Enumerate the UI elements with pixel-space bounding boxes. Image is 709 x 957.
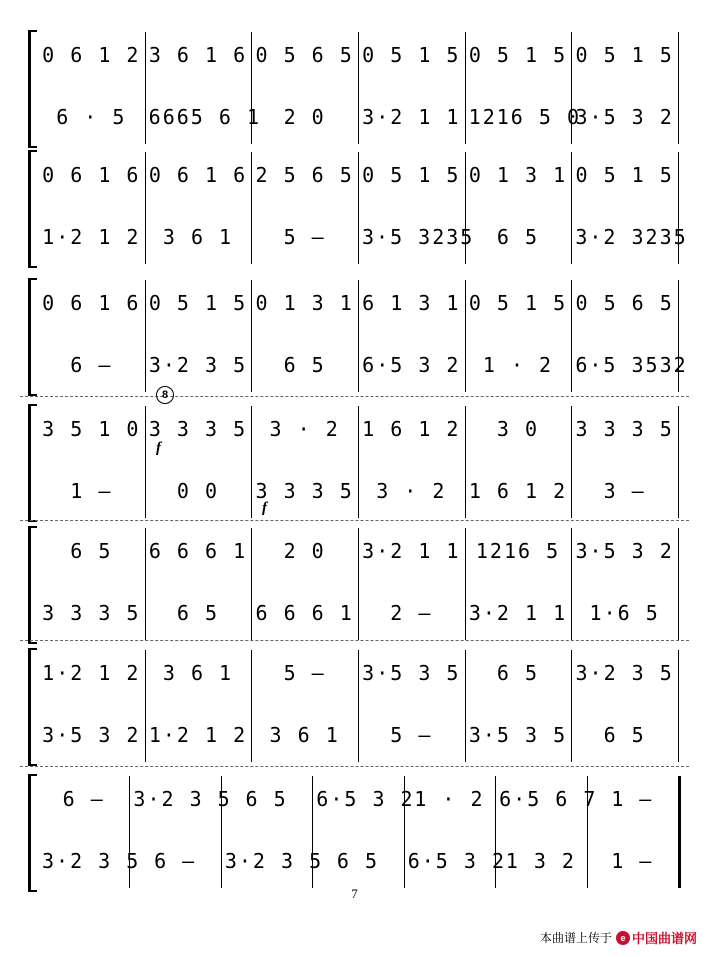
barline xyxy=(571,280,572,392)
measure xyxy=(42,404,141,454)
note-group: 0 5 6 5 xyxy=(575,291,674,315)
measure xyxy=(362,710,461,760)
barline xyxy=(358,650,359,762)
note-group: 0 5 1 5 xyxy=(575,43,674,67)
barline xyxy=(495,776,496,888)
note-group: 6 5 xyxy=(176,601,220,625)
barline xyxy=(465,406,466,518)
note-group: 3 · 2 xyxy=(376,479,447,503)
note-group: 6665 6 1 xyxy=(148,105,261,129)
upper-part xyxy=(38,774,678,824)
measure xyxy=(133,836,216,886)
barline xyxy=(145,528,146,640)
measure xyxy=(591,836,674,886)
measure xyxy=(469,710,568,760)
measure xyxy=(42,836,141,886)
score-system xyxy=(28,30,678,148)
measure xyxy=(255,526,354,576)
note-group: 1 6 1 2 xyxy=(362,417,461,441)
measure xyxy=(255,404,354,454)
score-system xyxy=(28,404,678,522)
measure xyxy=(362,212,475,262)
note-group: 1 · 2 xyxy=(482,353,554,377)
note-group: 3·2 3235 xyxy=(575,225,688,249)
note-group: 0 6 1 6 xyxy=(42,291,141,315)
barline xyxy=(678,406,679,518)
dynamic-forte: f xyxy=(156,440,161,456)
measure xyxy=(362,466,461,516)
barline xyxy=(678,280,679,392)
measure xyxy=(255,710,354,760)
measure xyxy=(362,648,461,698)
system-brace xyxy=(28,150,37,268)
measure xyxy=(255,212,354,262)
barline xyxy=(571,650,572,762)
note-group: 0 1 3 1 xyxy=(255,291,354,315)
measure xyxy=(575,150,674,200)
note-group: 0 0 xyxy=(176,479,220,503)
measure xyxy=(149,466,248,516)
note-group: 1 · 2 xyxy=(414,787,485,811)
dynamic-forte: f xyxy=(262,500,267,516)
measure xyxy=(469,212,568,262)
note-group: 3·5 3 5 xyxy=(362,661,461,685)
barline xyxy=(465,280,466,392)
measure xyxy=(575,588,674,638)
measure xyxy=(469,648,568,698)
barline xyxy=(465,528,466,640)
measure xyxy=(362,278,461,328)
barline xyxy=(129,776,130,888)
barline xyxy=(571,152,572,264)
note-group: 3·2 1 1 xyxy=(362,105,461,129)
score-system xyxy=(28,648,678,766)
measure xyxy=(407,836,506,886)
measure xyxy=(575,212,688,262)
measure xyxy=(149,648,248,698)
measure xyxy=(149,278,248,328)
divider-line xyxy=(20,396,689,397)
barline xyxy=(145,152,146,264)
note-group: 3·2 3 5 xyxy=(133,787,232,811)
barline xyxy=(571,32,572,144)
measure xyxy=(149,150,248,200)
system-brace xyxy=(28,648,37,766)
measure xyxy=(575,278,674,328)
measure xyxy=(469,588,568,638)
note-group: 3·5 3 2 xyxy=(42,723,141,747)
note-group: 1 – xyxy=(611,849,654,873)
note-group: 2 0 xyxy=(283,539,326,563)
note-group: 0 5 1 5 xyxy=(362,163,461,187)
measure xyxy=(42,466,141,516)
barline xyxy=(145,32,146,144)
note-group: 6·5 3 2 xyxy=(407,849,506,873)
barline xyxy=(251,650,252,762)
note-group: 6 5 xyxy=(603,723,646,747)
note-group: 3 0 xyxy=(496,417,540,441)
barline xyxy=(358,152,359,264)
lower-part xyxy=(38,836,678,886)
note-group: 1 3 2 xyxy=(505,849,576,873)
note-group: 3·2 1 1 xyxy=(468,601,568,625)
divider-line xyxy=(20,520,689,521)
measure xyxy=(362,404,461,454)
measure xyxy=(362,92,461,142)
measure xyxy=(362,588,461,638)
note-group: 6 6 6 1 xyxy=(255,601,354,625)
score-system xyxy=(28,774,678,892)
note-group: 1 6 1 2 xyxy=(468,479,568,503)
measure xyxy=(255,588,354,638)
measure xyxy=(42,340,141,390)
note-group: 0 1 3 1 xyxy=(468,163,568,187)
measure xyxy=(42,648,141,698)
score-system xyxy=(28,278,688,396)
note-group: 3 3 3 5 xyxy=(148,417,248,441)
logo-mark-icon: e xyxy=(616,931,630,945)
measure xyxy=(469,526,568,576)
measure xyxy=(133,774,232,824)
site-logo xyxy=(616,928,697,947)
note-group: 3·5 3235 xyxy=(362,225,475,249)
note-group: 0 5 1 5 xyxy=(575,163,674,187)
note-group: 1·2 1 2 xyxy=(42,661,141,685)
measure xyxy=(42,150,141,200)
note-group: 3·2 3 5 xyxy=(575,661,674,685)
score-system xyxy=(28,150,688,268)
measure xyxy=(499,836,582,886)
measure xyxy=(148,92,261,142)
note-group: 6 5 xyxy=(283,353,326,377)
note-group: 3·5 3 2 xyxy=(575,105,674,129)
barline xyxy=(465,32,466,144)
note-group: 0 5 1 5 xyxy=(362,43,461,67)
measure xyxy=(255,92,354,142)
measure xyxy=(149,526,248,576)
barline xyxy=(251,280,252,392)
note-group: 6 · 5 xyxy=(56,105,127,129)
barline xyxy=(678,650,679,762)
measure xyxy=(255,648,354,698)
note-group: 6 5 xyxy=(70,539,113,563)
divider-line xyxy=(20,766,689,767)
barline xyxy=(465,152,466,264)
measure xyxy=(255,30,354,80)
measure xyxy=(42,30,141,80)
measure xyxy=(149,588,248,638)
barline xyxy=(465,650,466,762)
note-group: 3 · 2 xyxy=(269,417,340,441)
measure xyxy=(316,836,399,886)
note-group: 5 – xyxy=(283,661,326,685)
measure xyxy=(468,92,581,142)
measure xyxy=(149,30,248,80)
measure xyxy=(316,774,415,824)
note-group: 1 – xyxy=(611,787,654,811)
logo-text: 中国曲谱网 xyxy=(631,931,697,946)
measure xyxy=(42,278,141,328)
note-group: 3 5 1 0 xyxy=(42,417,141,441)
barline xyxy=(404,776,405,888)
note-group: 3 6 1 6 xyxy=(148,43,248,67)
measure xyxy=(575,466,674,516)
barline xyxy=(145,280,146,392)
barline xyxy=(358,280,359,392)
measure xyxy=(362,340,461,390)
barline xyxy=(221,776,222,888)
barline xyxy=(251,406,252,518)
measure xyxy=(469,340,568,390)
system-brace xyxy=(28,404,37,522)
barline xyxy=(312,776,313,888)
note-group: 1216 5 0 xyxy=(468,105,581,129)
measure xyxy=(149,212,248,262)
note-group: 2 – xyxy=(390,601,433,625)
barline xyxy=(678,152,679,264)
measure xyxy=(149,340,248,390)
measure xyxy=(408,774,491,824)
note-group: 3 6 1 xyxy=(269,723,340,747)
note-group: 1216 5 xyxy=(475,539,561,563)
note-group: 0 6 1 6 xyxy=(148,163,248,187)
measure xyxy=(255,466,354,516)
measure xyxy=(42,710,141,760)
measure xyxy=(591,774,674,824)
measure xyxy=(575,92,674,142)
barline xyxy=(587,776,588,888)
barline xyxy=(251,32,252,144)
measure xyxy=(469,150,568,200)
measure xyxy=(149,710,248,760)
measure xyxy=(225,774,308,824)
measure xyxy=(575,404,674,454)
barline xyxy=(571,528,572,640)
note-group: 6 – xyxy=(70,353,113,377)
measure xyxy=(42,526,141,576)
measure xyxy=(362,150,461,200)
barline xyxy=(678,32,679,144)
note-group: 5 – xyxy=(283,225,326,249)
measure xyxy=(149,404,248,454)
note-group: 3·2 1 1 xyxy=(362,539,461,563)
measure xyxy=(575,340,688,390)
note-group: 2 5 6 5 xyxy=(255,163,354,187)
barline xyxy=(145,650,146,762)
barline xyxy=(145,406,146,518)
note-group: 6 – xyxy=(62,787,105,811)
note-group: 3 3 3 5 xyxy=(42,601,141,625)
measure xyxy=(469,30,568,80)
measure xyxy=(575,710,674,760)
note-group: 0 6 1 6 xyxy=(42,163,141,187)
barline xyxy=(678,528,679,640)
measure xyxy=(255,340,354,390)
note-group: 6 5 xyxy=(245,787,288,811)
barline xyxy=(358,32,359,144)
measure xyxy=(42,588,141,638)
score-system xyxy=(28,526,678,644)
note-group: 0 5 1 5 xyxy=(148,291,248,315)
note-group: 3 3 3 5 xyxy=(575,417,674,441)
system-brace xyxy=(28,278,37,396)
measure xyxy=(575,30,674,80)
system-brace xyxy=(28,526,37,644)
measure xyxy=(575,526,674,576)
note-group: 6·5 3532 xyxy=(575,353,688,377)
note-group: 1·6 5 xyxy=(589,601,660,625)
measure xyxy=(575,648,674,698)
measure xyxy=(469,278,568,328)
note-group: 3·2 3 5 xyxy=(42,849,141,873)
note-group: 0 5 6 5 xyxy=(255,43,354,67)
note-group: 1 – xyxy=(70,479,113,503)
measure xyxy=(224,836,324,886)
barline xyxy=(251,152,252,264)
measure xyxy=(255,278,354,328)
measure xyxy=(362,526,461,576)
note-group: 6 5 xyxy=(496,225,540,249)
barline xyxy=(571,406,572,518)
note-group: 1·2 1 2 xyxy=(148,723,248,747)
system-brace xyxy=(28,774,37,892)
measure xyxy=(469,466,568,516)
note-group: 6 – xyxy=(154,849,197,873)
note-group: 0 5 1 5 xyxy=(468,291,568,315)
measure xyxy=(255,150,354,200)
rehearsal-mark: 8 xyxy=(156,386,174,404)
note-group: 3·2 3 5 xyxy=(224,849,324,873)
note-group: 6 1 3 1 xyxy=(362,291,461,315)
measure xyxy=(469,404,568,454)
note-group: 6·5 6 7 xyxy=(499,787,598,811)
footer xyxy=(540,928,697,947)
note-group: 0 6 1 2 xyxy=(42,43,141,67)
note-group: 6·5 3 2 xyxy=(316,787,415,811)
measure xyxy=(42,92,141,142)
barline xyxy=(358,406,359,518)
note-group: 5 – xyxy=(390,723,433,747)
barline xyxy=(678,776,681,888)
measure xyxy=(42,212,141,262)
measure xyxy=(362,30,461,80)
note-group: 6 5 xyxy=(336,849,380,873)
note-group: 6 6 6 1 xyxy=(148,539,248,563)
note-group: 3 6 1 xyxy=(162,661,234,685)
note-group: 1·2 1 2 xyxy=(42,225,141,249)
measure xyxy=(42,774,125,824)
note-group: 6·5 3 2 xyxy=(362,353,461,377)
note-group: 3 – xyxy=(603,479,646,503)
barline xyxy=(358,528,359,640)
barline xyxy=(251,528,252,640)
divider-line xyxy=(20,640,689,641)
note-group: 3 3 3 5 xyxy=(255,479,354,503)
note-group: 2 0 xyxy=(283,105,326,129)
note-group: 3·5 3 2 xyxy=(575,539,674,563)
note-group: 0 5 1 5 xyxy=(468,43,568,67)
note-group: 6 5 xyxy=(496,661,540,685)
system-brace xyxy=(28,30,37,148)
page-number: 7 xyxy=(351,886,358,901)
note-group: 3·2 3 5 xyxy=(148,353,248,377)
measure xyxy=(499,774,598,824)
note-group: 3·5 3 5 xyxy=(468,723,568,747)
footer-text: 本曲谱上传于 xyxy=(539,931,612,945)
note-group: 3 6 1 xyxy=(162,225,234,249)
